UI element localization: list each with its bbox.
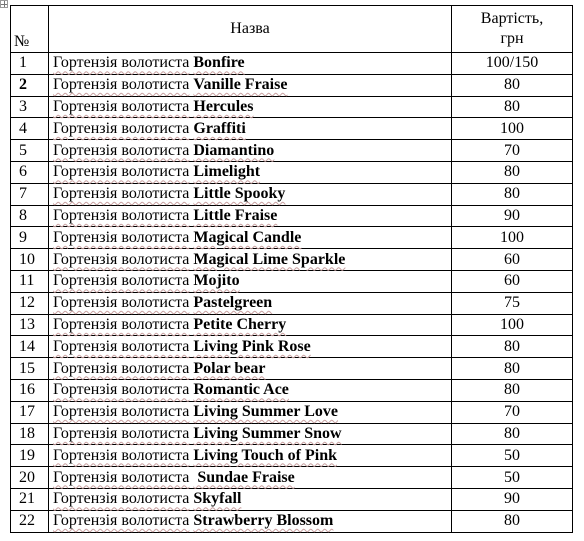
row-species: Гортензія волотиста	[53, 315, 190, 333]
row-price: 80	[452, 183, 573, 205]
row-species: Гортензія волотиста	[53, 337, 190, 355]
row-species: Гортензія волотиста	[53, 97, 190, 115]
table-row	[11, 358, 573, 380]
row-price: 100/150	[452, 53, 573, 75]
row-price: 60	[452, 270, 573, 292]
row-name	[49, 140, 452, 162]
row-name	[49, 270, 452, 292]
row-price: 75	[452, 292, 573, 314]
row-variety: Graffiti	[193, 119, 246, 137]
row-species: Гортензія волотиста	[53, 424, 190, 442]
row-species: Гортензія волотиста	[53, 163, 190, 181]
row-number: 2	[11, 74, 49, 96]
row-variety: Strawberry Blossom	[193, 512, 334, 530]
table-row	[11, 140, 573, 162]
row-name	[49, 53, 452, 75]
row-species: Гортензія волотиста	[53, 294, 190, 312]
row-number: 7	[11, 183, 49, 205]
row-variety: Magical Candle	[193, 228, 302, 246]
row-price: 80	[452, 358, 573, 380]
table-row	[11, 467, 573, 489]
row-species: Гортензія волотиста	[53, 54, 190, 72]
row-variety: Vanille Fraise	[193, 76, 288, 94]
row-species: Гортензія волотиста	[53, 185, 190, 203]
table-move-handle-icon[interactable]	[0, 0, 8, 8]
row-price: 100	[452, 118, 573, 140]
row-species: Гортензія волотиста	[53, 250, 190, 268]
row-number: 16	[11, 379, 49, 401]
table-row	[11, 183, 573, 205]
row-variety: Mojito	[193, 272, 240, 290]
row-name	[49, 445, 452, 467]
row-number: 17	[11, 401, 49, 423]
table-row	[11, 96, 573, 118]
row-species: Гортензія волотиста	[53, 446, 190, 464]
row-name	[49, 249, 452, 271]
row-price: 60	[452, 249, 573, 271]
row-number: 9	[11, 227, 49, 249]
header-price-line1: Вартість,	[480, 10, 544, 27]
table-row	[11, 227, 573, 249]
row-variety: Petite Cherry	[193, 315, 287, 333]
row-species: Гортензія волотиста	[53, 141, 190, 159]
row-species: Гортензія волотиста	[53, 490, 190, 508]
row-name	[49, 161, 452, 183]
row-name	[49, 358, 452, 380]
row-price: 70	[452, 401, 573, 423]
row-name	[49, 336, 452, 358]
table-row	[11, 379, 573, 401]
row-number: 10	[11, 249, 49, 271]
row-number: 14	[11, 336, 49, 358]
row-number: 8	[11, 205, 49, 227]
row-species: Гортензія волотиста	[53, 272, 190, 290]
table-row	[11, 292, 573, 314]
table-row	[11, 423, 573, 445]
table-row	[11, 270, 573, 292]
row-variety: Living Touch of Pink	[193, 446, 337, 464]
row-variety: Little Spooky	[193, 185, 286, 203]
row-price: 80	[452, 379, 573, 401]
row-variety: Pastelgreen	[193, 294, 273, 312]
row-price: 50	[452, 445, 573, 467]
row-number: 3	[11, 96, 49, 118]
row-number: 13	[11, 314, 49, 336]
row-species: Гортензія волотиста	[53, 359, 190, 377]
row-variety: Living Pink Rose	[193, 337, 311, 355]
table-row	[11, 510, 573, 532]
row-variety: Sundae Fraise	[193, 468, 295, 486]
row-price: 90	[452, 205, 573, 227]
row-variety: Polar bear	[193, 359, 266, 377]
row-name	[49, 379, 452, 401]
table-header-row	[11, 6, 573, 53]
row-species: Гортензія волотиста	[53, 76, 190, 94]
row-price: 80	[452, 161, 573, 183]
row-variety: Diamantino	[193, 141, 275, 159]
row-variety: Bonfire	[193, 54, 245, 72]
row-name	[49, 227, 452, 249]
row-name	[49, 401, 452, 423]
row-species: Гортензія волотиста	[53, 381, 190, 399]
table-row	[11, 488, 573, 510]
row-name	[49, 423, 452, 445]
row-name	[49, 510, 452, 532]
row-number: 12	[11, 292, 49, 314]
row-name	[49, 488, 452, 510]
row-number: 21	[11, 488, 49, 510]
row-price: 50	[452, 467, 573, 489]
row-variety: Living Summer Snow	[193, 424, 342, 442]
header-price-line2: грн	[500, 30, 524, 47]
row-name	[49, 292, 452, 314]
row-species: Гортензія волотиста	[53, 228, 190, 246]
table-row	[11, 445, 573, 467]
row-number: 5	[11, 140, 49, 162]
price-table	[10, 5, 573, 533]
table-row	[11, 53, 573, 75]
row-number: 1	[11, 53, 49, 75]
row-species: Гортензія волотиста	[53, 468, 190, 486]
row-number: 4	[11, 118, 49, 140]
row-name	[49, 314, 452, 336]
table-row	[11, 336, 573, 358]
row-name	[49, 467, 452, 489]
row-price: 80	[452, 74, 573, 96]
row-price: 80	[452, 336, 573, 358]
row-variety: Romantic Ace	[193, 381, 289, 399]
table-row	[11, 249, 573, 271]
table-row	[11, 205, 573, 227]
table-row	[11, 401, 573, 423]
row-price: 90	[452, 488, 573, 510]
row-name	[49, 96, 452, 118]
header-number: №	[11, 6, 49, 53]
row-name	[49, 205, 452, 227]
row-number: 19	[11, 445, 49, 467]
row-species: Гортензія волотиста	[53, 119, 190, 137]
row-number: 22	[11, 510, 49, 532]
table-row	[11, 118, 573, 140]
row-variety: Limelight	[193, 163, 261, 181]
row-variety: Living Summer Love	[193, 403, 338, 421]
row-price: 80	[452, 510, 573, 532]
row-name	[49, 74, 452, 96]
row-species: Гортензія волотиста	[53, 206, 190, 224]
row-price: 100	[452, 314, 573, 336]
row-variety: Hercules	[193, 97, 254, 115]
row-price: 80	[452, 96, 573, 118]
table-row	[11, 314, 573, 336]
row-species: Гортензія волотиста	[53, 512, 190, 530]
row-number: 6	[11, 161, 49, 183]
header-price	[452, 6, 573, 53]
header-name: Назва	[49, 6, 452, 53]
row-variety: Magical Lime Sparkle	[193, 250, 346, 268]
row-number: 11	[11, 270, 49, 292]
row-price: 70	[452, 140, 573, 162]
table-row	[11, 161, 573, 183]
row-name	[49, 118, 452, 140]
table-row	[11, 74, 573, 96]
row-variety: Skyfall	[193, 490, 242, 508]
row-number: 15	[11, 358, 49, 380]
row-variety: Little Fraise	[193, 206, 278, 224]
row-number: 20	[11, 467, 49, 489]
row-species: Гортензія волотиста	[53, 403, 190, 421]
row-price: 80	[452, 423, 573, 445]
row-price: 100	[452, 227, 573, 249]
row-name	[49, 183, 452, 205]
row-number: 18	[11, 423, 49, 445]
